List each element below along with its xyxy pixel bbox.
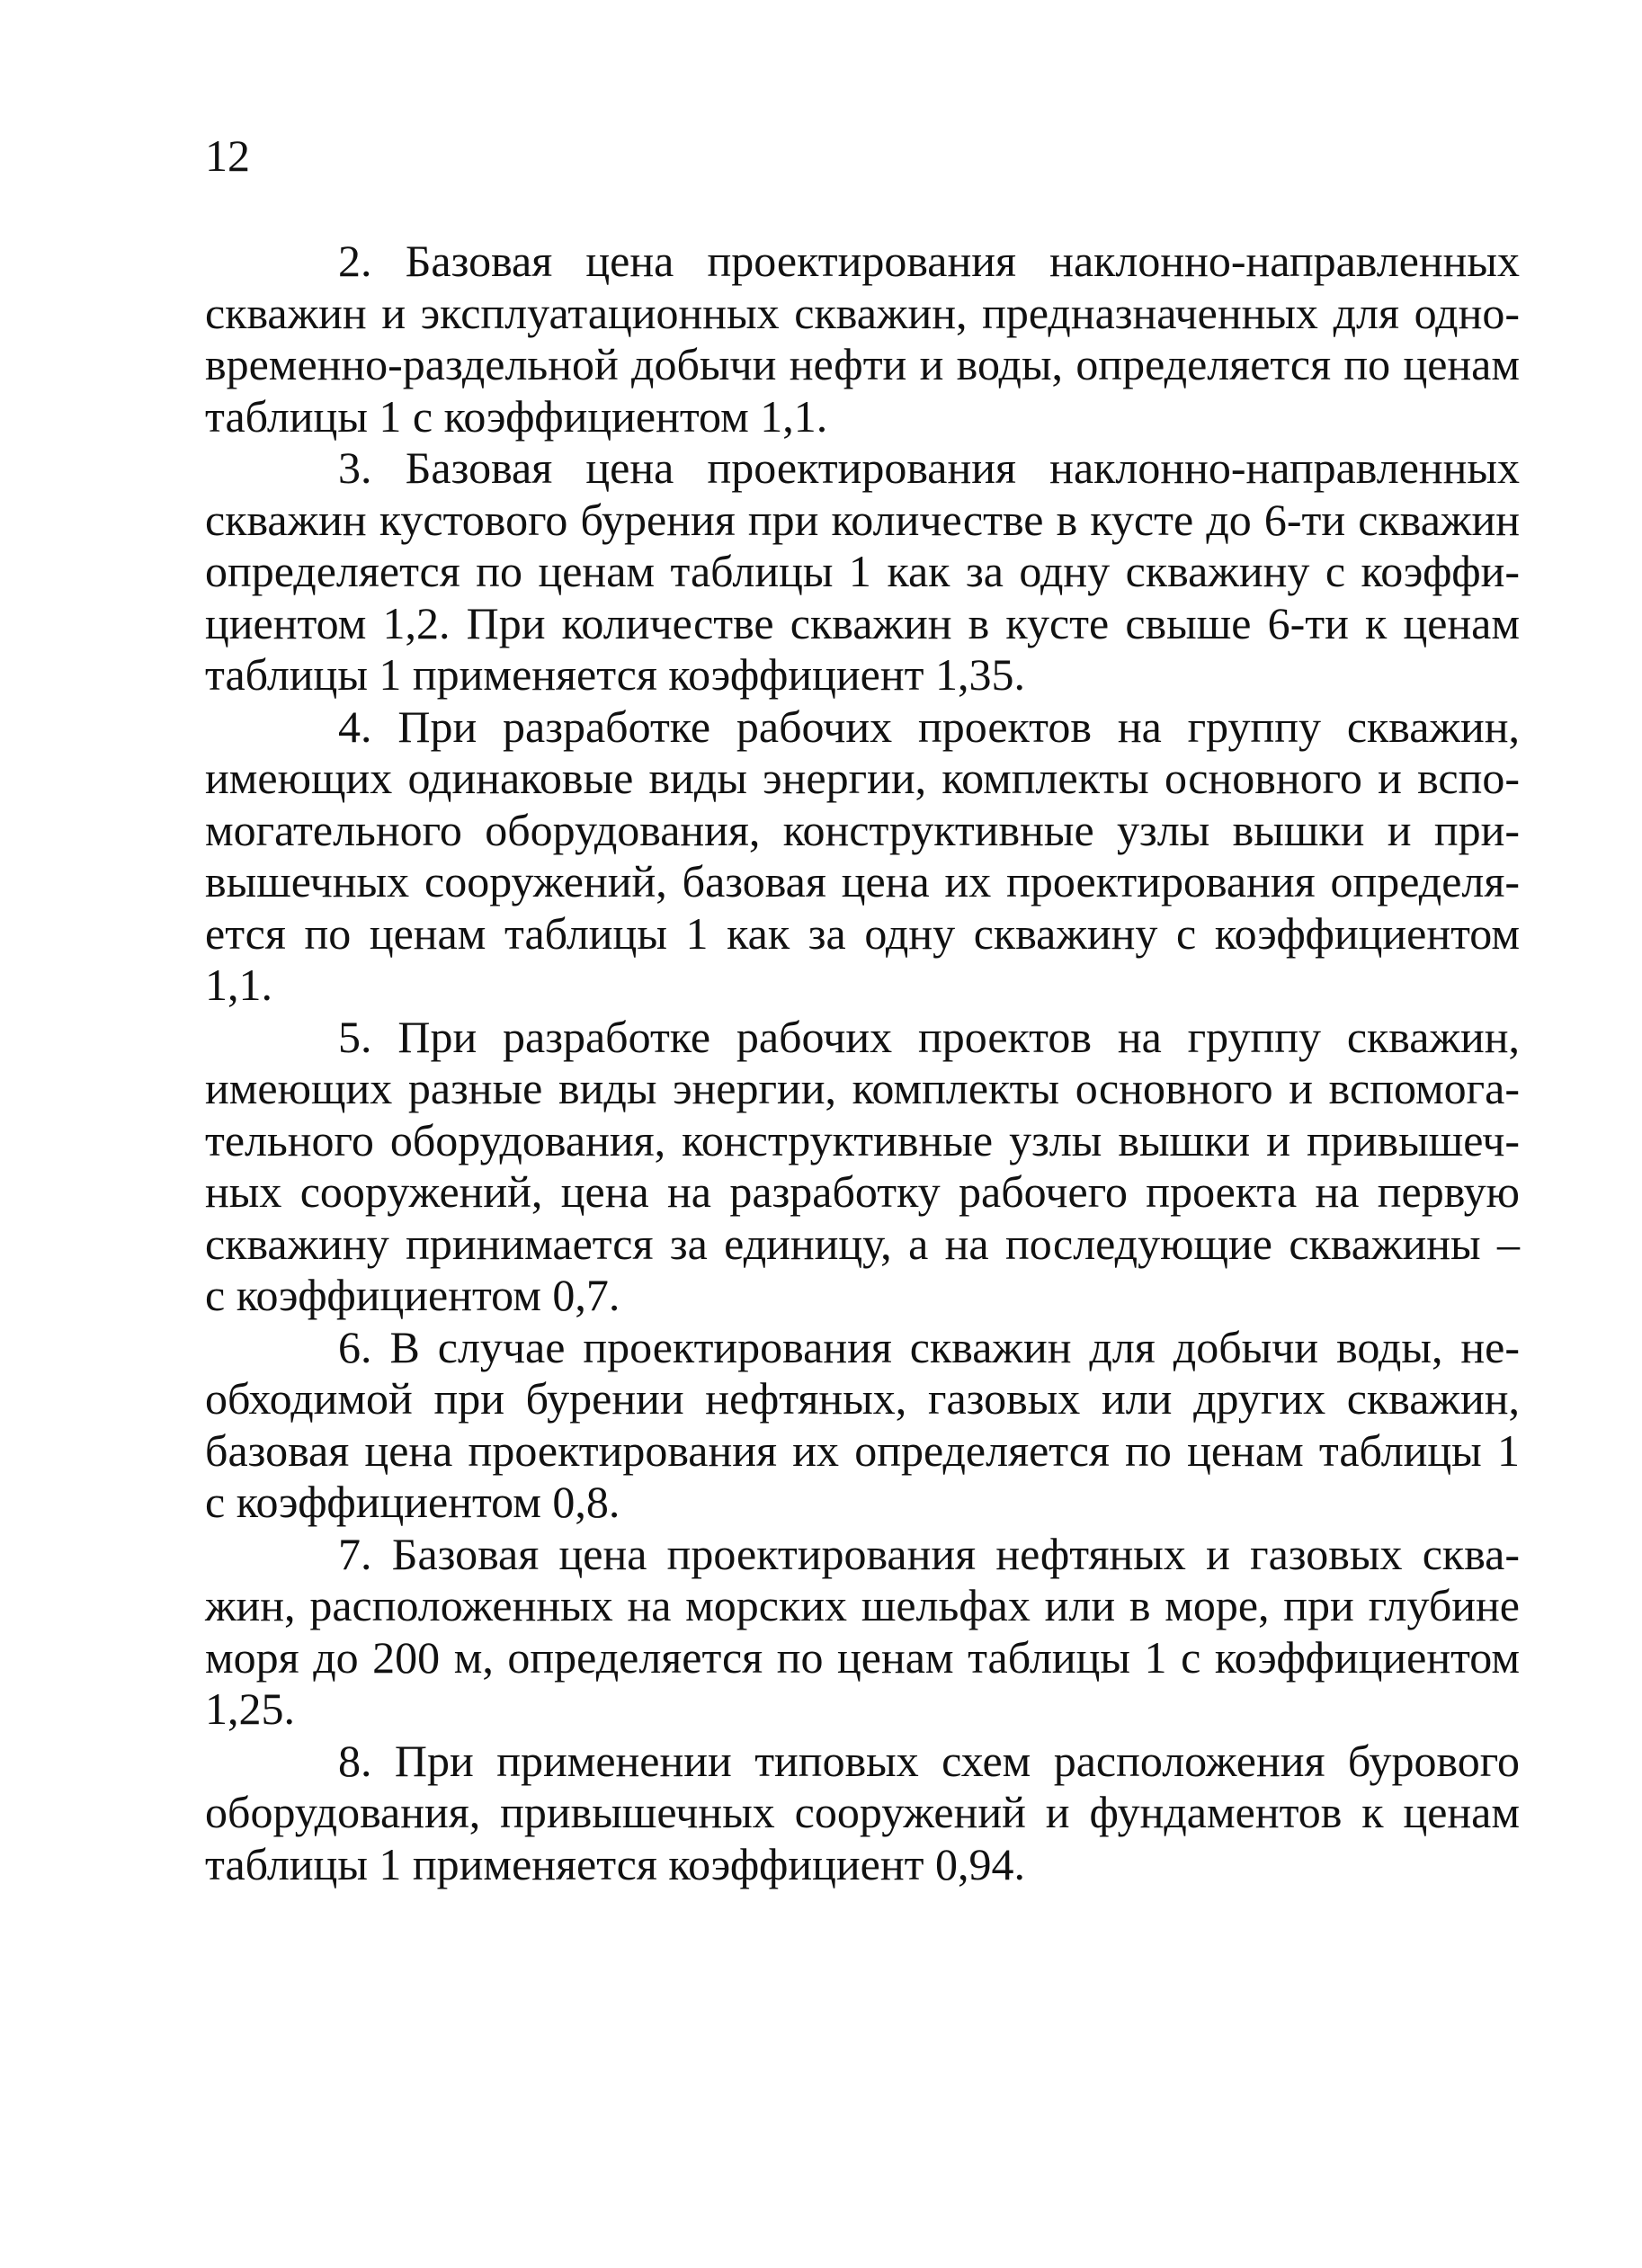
paragraph-line: 4. При разработке рабочих проектов на группу скважин, — [338, 701, 1520, 752]
paragraph-line: циентом 1,2. При количестве скважин в кусте свыше 6-ти к ценам — [205, 597, 1520, 648]
paragraph-line: имеющих разные виды энергии, комплекты основного и вспомога- — [205, 1063, 1520, 1113]
paragraph-line: 8. При применении типовых схем расположения бурового — [338, 1735, 1520, 1786]
paragraph-line: тельного оборудования, конструктивные узлы вышки и привышеч- — [205, 1114, 1520, 1165]
paragraph-2 — [205, 236, 1520, 442]
paragraph-line: базовая цена проектирования их определяется по ценам таблицы 1 — [205, 1424, 1520, 1476]
paragraph-line: таблицы 1 применяется коэффициент 1,35. — [205, 649, 1025, 700]
paragraph-4 — [205, 701, 1520, 1012]
paragraph-line: с коэффициентом 0,7. — [205, 1270, 620, 1320]
paragraph-8 — [205, 1736, 1520, 1891]
paragraph-line: моря до 200 м, определяется по ценам таблицы 1 с коэффициентом — [205, 1631, 1520, 1683]
paragraph-line: оборудования, привышечных сооружений и фундаментов к ценам — [205, 1787, 1520, 1837]
paragraph-line: 7. Базовая цена проектирования нефтяных и газовых сква- — [338, 1528, 1520, 1579]
paragraph-line: могательного оборудования, конструктивные узлы вышки и при- — [205, 804, 1520, 855]
paragraph-7 — [205, 1529, 1520, 1736]
paragraph-line: скважин кустового бурения при количестве в кусте до 6-ти скважин — [205, 494, 1520, 545]
paragraph-line: с коэффициентом 0,8. — [205, 1477, 620, 1527]
paragraph-line: определяется по ценам таблицы 1 как за одну скважину с коэффи- — [205, 546, 1520, 596]
paragraph-line: 5. При разработке рабочих проектов на группу скважин, — [338, 1011, 1520, 1062]
paragraph-line: 2. Базовая цена проектирования наклонно-направленных — [338, 236, 1520, 286]
paragraph-line: вышечных сооружений, базовая цена их проектирования определя- — [205, 856, 1520, 906]
paragraph-line: скважину принимается за единицу, а на последующие скважины – — [205, 1218, 1520, 1269]
paragraph-line: 1,25. — [205, 1683, 295, 1734]
paragraph-line: временно-раздельной добычи нефти и воды, определяется по ценам — [205, 339, 1520, 389]
paragraph-line: скважин и эксплуатационных скважин, предназначенных для одно- — [205, 287, 1520, 338]
paragraph-line: 6. В случае проектирования скважин для добычи воды, не- — [338, 1321, 1520, 1372]
paragraph-line: обходимой при бурении нефтяных, газовых или других скважин, — [205, 1373, 1520, 1424]
paragraph-line: ется по ценам таблицы 1 как за одну скважину с коэффициентом — [205, 907, 1520, 959]
paragraph-line: таблицы 1 с коэффициентом 1,1. — [205, 390, 828, 442]
paragraph-line: имеющих одинаковые виды энергии, комплекты основного и вспо- — [205, 753, 1520, 803]
paragraph-line: 3. Базовая цена проектирования наклонно-направленных — [338, 442, 1520, 493]
paragraph-line: 1,1. — [205, 960, 272, 1010]
paragraph-6 — [205, 1322, 1520, 1529]
paragraph-line: таблицы 1 применяется коэффициент 0,94. — [205, 1838, 1025, 1889]
document-body — [205, 236, 1520, 1890]
paragraph-3 — [205, 442, 1520, 701]
paragraph-line: жин, расположенных на морских шельфах или в море, при глубине — [205, 1580, 1520, 1630]
page-number: 12 — [205, 130, 250, 181]
paragraph-5 — [205, 1012, 1520, 1322]
paragraph-line: ных сооружений, цена на разработку рабочего проекта на первую — [205, 1166, 1520, 1217]
